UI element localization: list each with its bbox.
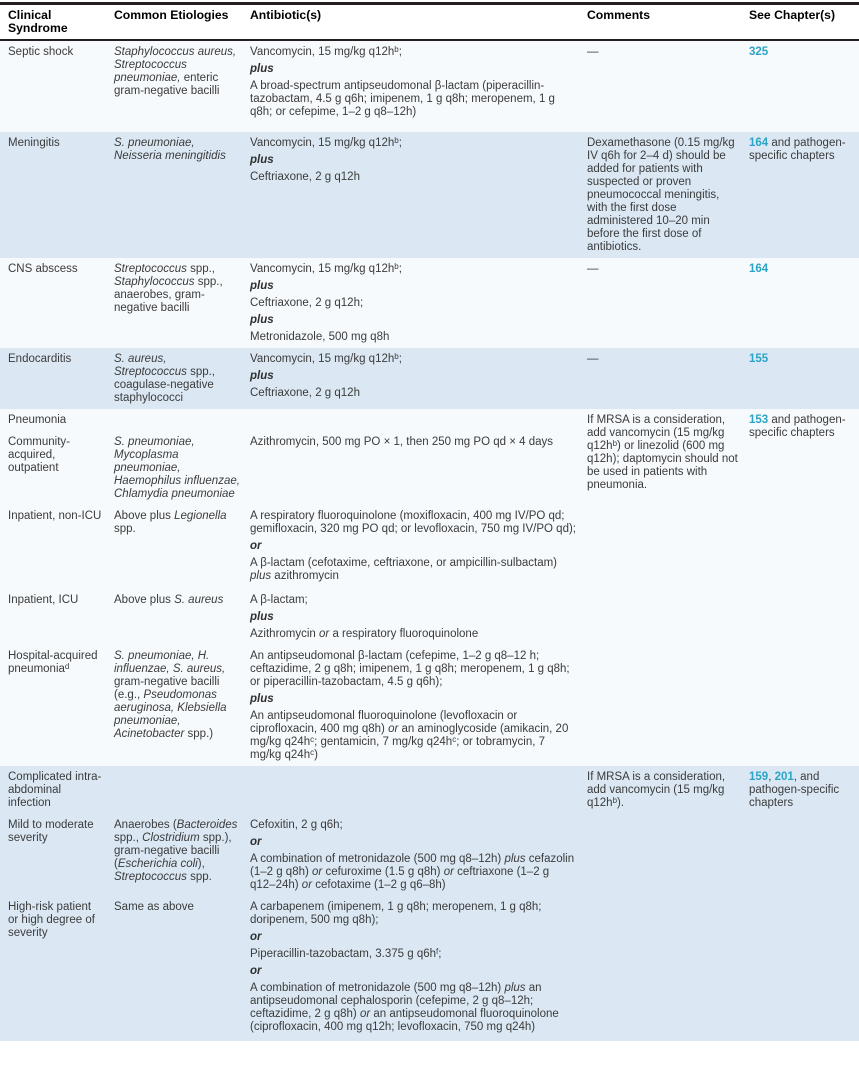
text-segment: or — [359, 1008, 371, 1020]
chapter-link[interactable]: 164 — [749, 137, 769, 149]
text-segment: Hospital-acquired pneumonia — [8, 650, 98, 675]
chapter-link[interactable]: 325 — [749, 46, 769, 58]
chapter-link[interactable]: 153 — [749, 414, 769, 426]
etiologies-cell — [114, 431, 250, 505]
text-segment: A combination of metronidazole (500 mg q8–12h) — [250, 982, 505, 994]
text-segment: CNS abscess — [8, 263, 78, 275]
text-segment: and pathogen-specific chapters — [749, 414, 846, 439]
syndrome-cell — [0, 505, 114, 589]
etiologies-cell — [114, 645, 250, 766]
etiologies-cell — [114, 41, 250, 132]
text-segment: or — [250, 836, 262, 848]
text-segment: cefazolin (1–2 g q8h) — [250, 853, 575, 878]
text-segment: Same as above — [114, 901, 194, 913]
antibiotics-cell — [250, 348, 587, 409]
syndrome-cell — [0, 41, 114, 132]
syndrome-group — [0, 409, 859, 766]
chapters-cell — [749, 132, 859, 258]
chapter-link[interactable]: 155 — [749, 353, 769, 365]
text-segment: or — [443, 866, 454, 878]
syndrome-cell — [0, 132, 114, 258]
text-segment: Inpatient, ICU — [8, 594, 79, 606]
text-segment: Anaerobes ( — [114, 819, 177, 831]
column-header-antibiotics: Antibiotic(s) — [250, 8, 322, 22]
text-segment: an aminoglycoside (amikacin, 20 mg/kg q24h — [250, 723, 569, 748]
table-body — [0, 41, 859, 1041]
comments-cell — [587, 409, 749, 766]
text-segment: — — [587, 353, 599, 365]
comments-cell — [587, 258, 749, 348]
antibiotics-cell — [250, 258, 587, 348]
chapters-cell — [749, 258, 859, 348]
text-segment: A respiratory fluoroquinolone (moxifloxacin, 400 mg IV/PO qd; gemifloxacin, 320 mg PO qd; or levofloxacin, 750 mg IV/PO qd); — [250, 510, 576, 535]
text-segment: Community-acquired, outpatient — [8, 436, 70, 474]
syndrome-cell — [0, 814, 114, 896]
text-segment: — — [587, 263, 599, 275]
text-segment: ) or linezolid (600 mg q12h); daptomycin should not be used in patients with pneumonia. — [587, 440, 738, 491]
text-segment: Staphylococcus aureus, Streptococcus pneumoniae, — [114, 46, 237, 84]
text-segment: Azithromycin, 500 mg PO × 1, then 250 mg PO qd × 4 days — [250, 436, 553, 448]
text-segment: ; or tobramycin, 7 mg/kg q24h — [250, 736, 546, 761]
text-segment: Vancomycin, 15 mg/kg q12h — [250, 137, 395, 149]
text-segment: spp.), gram-negative bacilli ( — [114, 832, 232, 870]
text-segment: Inpatient, non-ICU — [8, 510, 102, 522]
text-segment: f — [436, 946, 439, 956]
text-segment: High-risk patient or high degree of severity — [8, 901, 95, 939]
text-segment: ), — [197, 858, 205, 870]
text-segment: Bacteroides — [176, 819, 238, 831]
text-segment: Ceftriaxone, 2 g q12h; — [250, 297, 364, 309]
antibiotics-cell — [250, 645, 587, 766]
comments-cell — [587, 132, 749, 258]
column-header-common-etiologies: Common Etiologies — [114, 8, 229, 22]
text-segment: Above plus — [114, 510, 175, 522]
text-segment: Ceftriaxone, 2 g q12h — [250, 171, 360, 183]
table-header-row — [0, 2, 859, 41]
etiologies-cell — [114, 814, 250, 896]
text-segment: Dexamethasone (0.15 mg/kg IV q6h for 2–4 d) should be added for patients with suspected or proven pneumococcal meningitis, with the first dose administered 10–20 min before the first dose of antibiotics. — [587, 137, 735, 253]
text-segment: ceftriaxone (1–2 g q12–24h) — [250, 866, 550, 891]
text-segment: S. aureus — [174, 594, 224, 606]
text-segment: plus — [250, 154, 274, 166]
text-segment: A combination of metronidazole (500 mg q8–12h) — [250, 853, 505, 865]
text-segment: ). — [617, 797, 625, 809]
text-segment: or — [319, 628, 330, 640]
text-segment: b — [394, 351, 399, 361]
text-segment: plus — [250, 63, 274, 75]
text-segment: Vancomycin, 15 mg/kg q12h — [250, 353, 395, 365]
text-segment: ; — [398, 46, 402, 58]
text-segment: spp. — [114, 523, 136, 535]
text-segment: Streptococcus — [114, 871, 187, 883]
text-segment: Above plus — [114, 594, 175, 606]
text-segment: A carbapenem (imipenem, 1 g q8h; meropenem, 1 g q8h; doripenem, 500 mg q8h); — [250, 901, 542, 926]
syndrome-cell — [0, 896, 114, 1041]
antibiotics-cell — [250, 431, 587, 505]
text-segment: an antipseudomonal fluoroquinolone (ciprofloxacin, 400 mg q12h; levofloxacin, 750 mg q24h) — [250, 1008, 559, 1033]
text-segment: spp., — [114, 832, 143, 844]
chapters-cell — [749, 766, 859, 1041]
text-segment: , — [768, 771, 775, 783]
text-segment: Cefoxitin, 2 g q6h; — [250, 819, 343, 831]
syndrome-group — [0, 766, 859, 1041]
etiologies-cell — [114, 505, 250, 589]
syndrome-group — [0, 258, 859, 348]
text-segment: An antipseudomonal β-lactam (cefepime, 1–2 g q8–12 h; ceftazidime, 2 g q8h; imipenem, 1 g q8h; meropenem, 1 g q8h; or piperacillin-tazobactam, 4.5 g q6h); — [250, 650, 570, 688]
text-segment: An antipseudomonal fluoroquinolone (levofloxacin or ciprofloxacin, 400 mg q8h) — [250, 710, 518, 735]
text-segment: Mild to moderate severity — [8, 819, 94, 844]
antibiotics-cell — [250, 814, 587, 896]
syndrome-cell — [0, 348, 114, 409]
text-segment: ; — [438, 948, 442, 960]
syndrome-cell — [0, 645, 114, 766]
syndrome-cell — [0, 258, 114, 348]
etiologies-cell — [114, 589, 250, 645]
text-segment: plus — [250, 570, 272, 582]
text-segment: If MRSA is a consideration, add vancomycin (15 mg/kg q12h — [587, 771, 726, 809]
text-segment: cefotaxime (1–2 g q6–8h) — [312, 879, 446, 891]
text-segment: Ceftriaxone, 2 g q12h — [250, 387, 360, 399]
text-segment: plus — [504, 982, 526, 994]
text-segment: azithromycin — [271, 570, 339, 582]
comments-cell — [587, 348, 749, 409]
chapter-link[interactable]: 164 — [749, 263, 769, 275]
text-segment: b — [394, 135, 399, 145]
text-segment: cefuroxime (1.5 g q8h) — [322, 866, 444, 878]
text-segment: ; — [398, 263, 402, 275]
text-segment: or — [250, 965, 262, 977]
text-segment: or — [301, 879, 313, 891]
text-segment: spp., anaerobes, gram-negative bacilli — [114, 276, 223, 314]
text-segment: plus — [504, 853, 526, 865]
text-segment: ; — [398, 137, 402, 149]
text-segment: plus — [250, 693, 274, 705]
text-segment: plus — [250, 370, 274, 382]
text-segment: A β-lactam (cefotaxime, ceftriaxone, or ampicillin-sulbactam) — [250, 557, 557, 569]
text-segment: A broad-spectrum antipseudomonal β-lactam (piperacillin-tazobactam, 4.5 g q6h; imipenem, 1 g q8h; meropenem, 1 g q8h; or cefepime, 1–2 g q8–12h) — [250, 80, 555, 118]
text-segment: ; gentamicin, 7 mg/kg q24h — [314, 736, 453, 748]
text-segment: Pneumonia — [8, 414, 67, 426]
text-segment: d — [64, 661, 70, 671]
text-segment: b — [394, 261, 399, 271]
text-segment: ) — [314, 749, 318, 761]
text-segment: b — [612, 438, 618, 448]
text-segment: gram-negative bacilli (e.g., — [114, 676, 220, 701]
text-segment: Vancomycin, 15 mg/kg q12h — [250, 263, 395, 275]
text-segment: and pathogen-specific chapters — [749, 137, 846, 162]
text-segment: enteric gram-negative bacilli — [114, 72, 220, 97]
chapters-cell — [749, 409, 859, 766]
text-segment: Staphylococcus — [114, 276, 195, 288]
text-segment: a respiratory fluoroquinolone — [329, 628, 479, 640]
column-header-see-chapters: See Chapter(s) — [749, 8, 836, 22]
text-segment: Endocarditis — [8, 353, 72, 365]
text-segment: Meningitis — [8, 137, 60, 149]
text-segment: Clostridium — [142, 832, 200, 844]
text-segment: spp.) — [184, 728, 214, 740]
text-segment: spp., coagulase-negative staphylococci — [114, 366, 216, 404]
text-segment: spp., — [186, 263, 216, 275]
text-segment: plus — [250, 611, 274, 623]
chapters-cell — [749, 348, 859, 409]
text-segment: Septic shock — [8, 46, 74, 58]
text-segment: Legionella — [174, 510, 227, 522]
text-segment: or — [388, 723, 399, 735]
text-segment: c — [452, 734, 457, 744]
syndrome-cell — [0, 766, 114, 814]
antibiotics-cell — [250, 505, 587, 589]
text-segment: Metronidazole, 500 mg q8h — [250, 331, 390, 343]
text-segment: Azithromycin — [250, 628, 320, 640]
comments-cell — [587, 766, 749, 1041]
syndrome-group — [0, 348, 859, 409]
text-segment: or — [250, 931, 262, 943]
text-segment: S. pneumoniae, Mycoplasma pneumoniae, Haemophilus influenzae, Chlamydia pneumoniae — [114, 436, 240, 500]
antibiotics-cell — [250, 132, 587, 258]
text-segment: S. pneumoniae, H. influenzae, S. aureus, — [114, 650, 226, 675]
text-segment: S. aureus, Streptococcus — [114, 353, 187, 378]
text-segment: spp. — [186, 871, 212, 883]
antibiotics-cell — [250, 41, 587, 132]
etiologies-cell — [114, 896, 250, 1041]
text-segment: S. pneumoniae, Neisseria meningitidis — [114, 137, 226, 162]
text-segment: Vancomycin, 15 mg/kg q12h — [250, 46, 395, 58]
text-segment: c — [310, 734, 315, 744]
etiologies-cell — [114, 348, 250, 409]
text-segment: plus — [250, 314, 274, 326]
text-segment: b — [394, 44, 399, 54]
syndrome-cell — [0, 431, 114, 505]
column-header-clinical-syndrome: Clinical Syndrome — [8, 8, 68, 35]
text-segment: , and pathogen-specific chapters — [749, 771, 840, 809]
chapter-link[interactable]: 201 — [774, 771, 794, 783]
text-segment: plus — [250, 280, 274, 292]
syndrome-group — [0, 132, 859, 258]
text-segment: c — [310, 747, 315, 757]
antibiotics-cell — [250, 896, 587, 1041]
syndrome-group — [0, 41, 859, 132]
text-segment: Escherichia coli — [117, 858, 198, 870]
text-segment: b — [612, 795, 618, 805]
text-segment: If MRSA is a consideration, add vancomycin (15 mg/kg q12h — [587, 414, 726, 452]
text-segment: an antipseudomonal cephalosporin (cefepime, 2 g q8–12h; ceftazidime, 2 g q8h) — [250, 982, 542, 1020]
comments-cell — [587, 41, 749, 132]
syndrome-cell — [0, 409, 114, 431]
text-segment: Complicated intra-abdominal infection — [8, 771, 102, 809]
etiologies-cell — [114, 258, 250, 348]
text-segment: or — [250, 540, 262, 552]
text-segment: Pseudomonas aeruginosa, Klebsiella pneumoniae, Acinetobacter — [114, 689, 227, 740]
chapters-cell — [749, 41, 859, 132]
text-segment: Streptococcus — [114, 263, 187, 275]
text-segment: — — [587, 46, 599, 58]
text-segment: Piperacillin-tazobactam, 3.375 g q6h — [250, 948, 437, 960]
etiologies-cell — [114, 132, 250, 258]
text-segment: A β-lactam; — [250, 594, 308, 606]
column-header-comments: Comments — [587, 8, 650, 22]
chapter-link[interactable]: 159 — [749, 771, 769, 783]
antibiotics-cell — [250, 589, 587, 645]
syndrome-cell — [0, 589, 114, 645]
text-segment: or — [312, 866, 323, 878]
text-segment: ; — [398, 353, 402, 365]
